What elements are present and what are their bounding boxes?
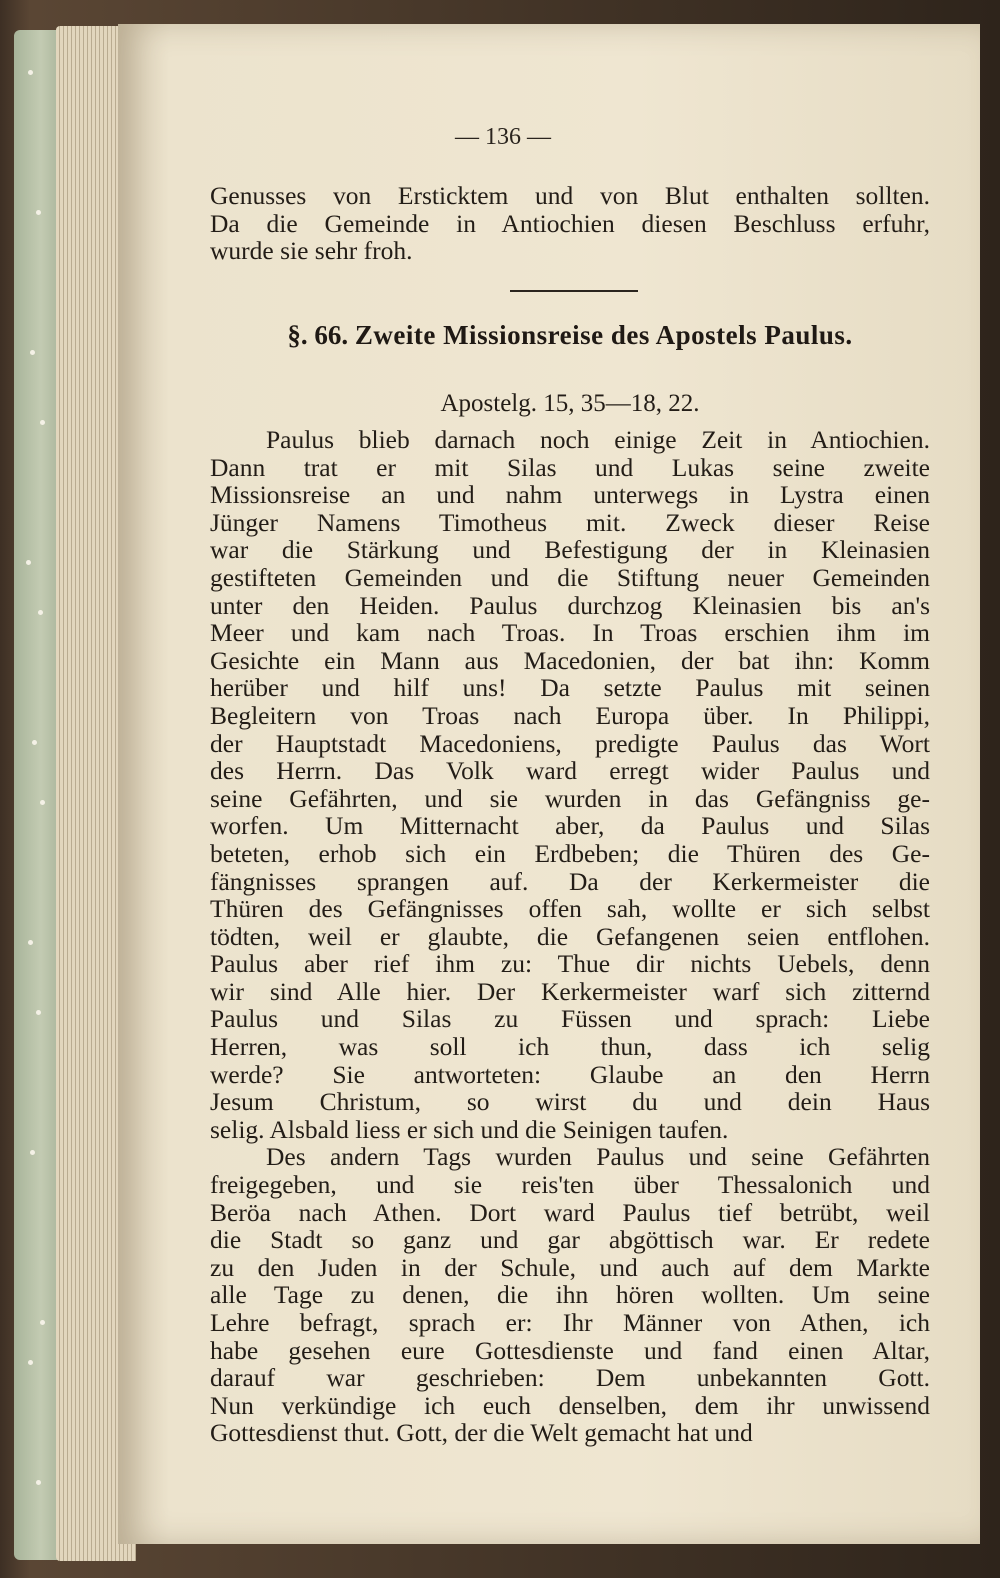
text-line: darauf war geschrieben: Dem unbekannten Gott. [210, 1363, 930, 1393]
intro-paragraph [210, 182, 930, 265]
text-line: habe gesehen eure Gottesdienste und fand einen Altar, [210, 1335, 930, 1365]
text-line: fängnisses sprangen auf. Da der Kerkermeister die [210, 866, 930, 896]
text-line: freigegeben, und sie reis'ten über Thessalonich und [210, 1170, 930, 1200]
text-line: Lehre befragt, sprach er: Ihr Männer von Athen, ich [210, 1308, 930, 1337]
text-line: Des andern Tags wurden Paulus und seine Gefährten [266, 1142, 930, 1172]
text-line: selig. Alsbald liess er sich und die Seinigen taufen. [210, 1114, 729, 1144]
text-line: tödten, weil er glaubte, die Gefangenen seien entflohen. [210, 921, 930, 951]
text-line: Jesum Christum, so wirst du und dein Haus [210, 1087, 930, 1117]
text-line: Missionsreise an und nahm unterwegs in Lystra einen [210, 480, 930, 510]
text-line: herüber und hilf uns! Da setzte Paulus mit seinen [210, 673, 930, 703]
text-line: Paulus aber rief ihm zu: Thue dir nichts Uebels, denn [210, 949, 930, 979]
text-line: seine Gefährten, und sie wurden in das Gefängniss ge- [210, 783, 930, 813]
text-line: Meer und kam nach Troas. In Troas erschien ihm im [210, 618, 930, 648]
text-line: zu den Juden in der Schule, und auch auf dem Markte [210, 1252, 930, 1282]
text-line: wir sind Alle hier. Der Kerkermeister warf sich zitternd [210, 976, 930, 1006]
text-line: Paulus und Silas zu Füssen und sprach: Liebe [210, 1004, 930, 1034]
text-line: des Herrn. Das Volk ward erregt wider Paulus und [210, 756, 930, 786]
scripture-reference: Apostelg. 15, 35—18, 22. [440, 390, 700, 417]
text-line: Nun verkündige ich euch denselben, dem ihr unwissend [210, 1390, 930, 1420]
text-line: Jünger Namens Timotheus mit. Zweck dieser Reise [210, 507, 930, 537]
text-line: beteten, erhob sich ein Erdbeben; die Thüren des Ge- [210, 838, 930, 868]
section-title: Zweite Missionsreise des Apostels Paulus. [354, 320, 853, 350]
body-text [210, 426, 930, 1447]
book-page [118, 24, 980, 1544]
text-line: Beröa nach Athen. Dort ward Paulus tief betrübt, weil [210, 1197, 930, 1227]
text-line: werde? Sie antworteten: Glaube an den Herrn [210, 1059, 930, 1089]
text-line: Thüren des Gefängnisses offen sah, wollte er sich selbst [210, 894, 930, 924]
text-line: die Stadt so ganz und gar abgöttisch war. Er redete [210, 1225, 930, 1255]
section-divider [510, 290, 638, 292]
text-line: Herren, was soll ich thun, dass ich selig [210, 1032, 930, 1062]
text-line: der Hauptstadt Macedoniens, predigte Paulus das Wort [210, 728, 930, 758]
text-line: Da die Gemeinde in Antiochien diesen Beschluss erfuhr, [210, 208, 930, 238]
text-line: Begleitern von Troas nach Europa über. In Philippi, [210, 700, 930, 730]
text-line: gestifteten Gemeinden und die Stiftung neuer Gemeinden [210, 562, 930, 592]
page-number: — 136 — [455, 124, 551, 150]
text-line: Paulus blieb darnach noch einige Zeit in Antiochien. [266, 425, 930, 454]
text-line: Gesichte ein Mann aus Macedonien, der bat ihn: Komm [210, 645, 930, 675]
text-line: war die Stärkung und Befestigung der in Kleinasien [210, 535, 930, 565]
section-heading [210, 320, 930, 350]
text-line: Gottesdienst thut. Gott, der die Welt gemacht hat und [210, 1418, 753, 1448]
text-line: worfen. Um Mitternacht aber, da Paulus und Silas [210, 811, 930, 841]
text-line: wurde sie sehr froh. [210, 236, 413, 266]
text-line: Dann trat er mit Silas und Lukas seine zweite [210, 452, 930, 482]
section-number: §. 66. [287, 320, 349, 350]
text-line: unter den Heiden. Paulus durchzog Kleinasien bis an's [210, 590, 930, 620]
text-line: Genusses von Ersticktem und von Blut enthalten sollten. [210, 181, 930, 210]
text-line: alle Tage zu denen, die ihn hören wollten. Um seine [210, 1280, 930, 1310]
